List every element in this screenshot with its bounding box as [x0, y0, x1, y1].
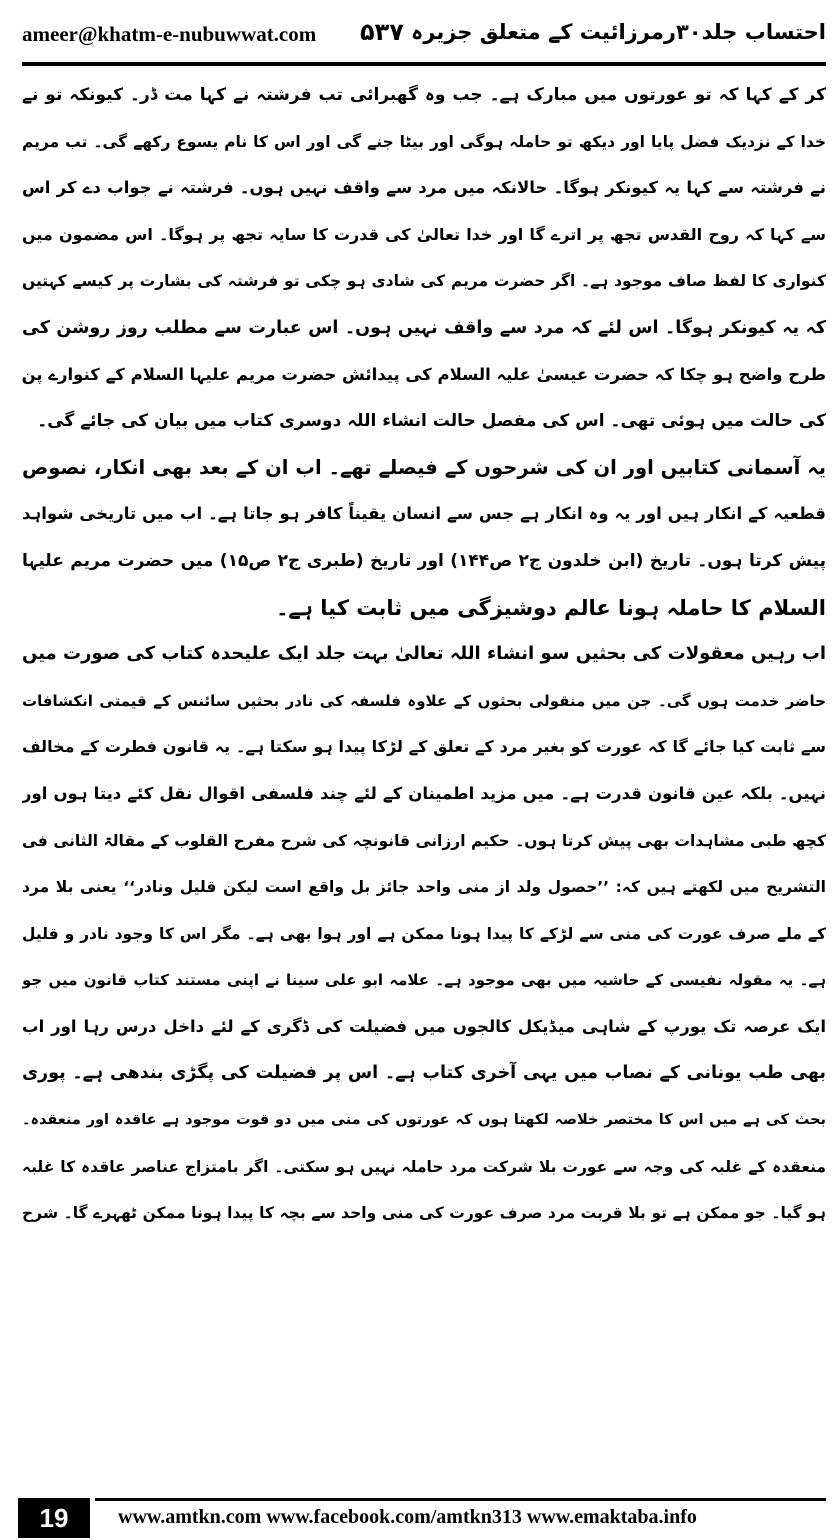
- text-line: پیش کرتا ہوں۔ تاریخ (ابن خلدون ج۲ ص۱۴۴) اور تاریخ (طبری ج۲ ص۱۵) میں حضرت مریم علیہا: [22, 550, 826, 571]
- text-line: کے ملے صرف عورت کی منی سے لڑکے کا پیدا ہونا ممکن ہے اور ہوا بھی ہے۔ مگر اس کا وجود نادر و قلیل: [22, 924, 826, 943]
- text-line: السلام کا حاملہ ہونا عالم دوشیزگی میں ثابت کیا ہے۔: [276, 595, 826, 620]
- text-line: طرح واضح ہو چکا کہ حضرت عیسیٰ علیہ السلام کی پیدائش حضرت مریم علیہا السلام کے کنوارے پن: [22, 364, 826, 384]
- text-line: کر کے کہا کہ تو عورتوں میں مبارک ہے۔ جب وہ گھبرائی تب فرشتہ نے کہا مت ڈر۔ کیونکہ تو نے: [22, 85, 826, 105]
- page-footer: [0, 1482, 840, 1540]
- text-line: بھی طب یونانی کے نصاب میں یہی آخری کتاب ہے۔ اس پر فضیلت کی پگڑی بندھی ہے۔ پوری: [22, 1063, 826, 1084]
- text-line: قطعیہ کے انکار ہیں اور یہ وہ انکار ہے جس سے انسان یقیناً کافر ہو جاتا ہے۔ اب میں تاریخی شواہد: [22, 504, 826, 524]
- page-header: [22, 18, 826, 58]
- text-line: کچھ طبی مشاہدات بھی پیش کرتا ہوں۔ حکیم ارزانی قانونچہ کی شرح مفرح القلوب کے مقالۃ الثانی فی: [22, 831, 826, 850]
- text-line: کہ یہ کیونکر ہوگا۔ اس لئے کہ مرد سے واقف نہیں ہوں۔ اس عبارت سے مطلب روز روشن کی: [22, 317, 826, 338]
- text-line: سے کہا کہ روح القدس تجھ پر اترے گا اور خدا تعالیٰ کی قدرت کا سایہ تجھ پر ہوگا۔ اس مضمون میں: [22, 224, 826, 244]
- text-line: منعقدہ کے غلبہ کی وجہ سے عورت بلا شرکت مرد حاملہ نہیں ہو سکتی۔ اگر بامتزاج عناصر عاقدہ کا غلبہ: [22, 1157, 826, 1176]
- text-line: التشریح میں لکھتے ہیں کہ: ’’حصول ولد از منی واحد جائز بل واقع است لیکن قلیل ونادر‘‘ یعنی بلا مرد: [22, 878, 826, 897]
- footer-urls: www.amtkn.com www.facebook.com/amtkn313 www.emaktaba.info: [118, 1506, 697, 1528]
- header-rule: [22, 62, 826, 66]
- text-line: کی حالت میں ہوئی تھی۔ اس کی مفصل حالت انشاء اللہ دوسری کتاب میں بیان کی جائے گی۔: [37, 411, 826, 432]
- folio-number: 19: [18, 1498, 90, 1538]
- text-line: کنواری کا لفظ صاف موجود ہے۔ اگر حضرت مریم کی شادی ہو چکی تو فرشتہ کی بشارت پر کیسے کہتیں: [22, 272, 826, 291]
- text-line: نہیں۔ بلکہ عین قانون قدرت ہے۔ میں مزید اطمینان کے لئے چند فلسفی اقوال نقل کئے دیتا ہوں اور: [22, 783, 826, 803]
- header-page-number: ۵۳۷: [360, 18, 404, 46]
- text-line: ایک عرصہ تک یورپ کے شاہی میڈیکل کالجوں میں فضیلت کی ڈگری کے لئے داخل درس رہا اور اب: [22, 1016, 826, 1036]
- text-line: خدا کے نزدیک فضل پایا اور دیکھ تو حاملہ ہوگی اور بیٹا جنے گی اور اس کا نام یسوع رکھے گی۔ تب مریم: [22, 132, 826, 151]
- body-text: [22, 72, 826, 1478]
- text-line: نے فرشتہ سے کہا یہ کیونکر ہوگا۔ حالانکہ میں مرد سے واقف نہیں ہوں۔ فرشتہ نے جواب دے کر اس: [22, 178, 826, 198]
- text-line: بحث کی ہے میں اس کا مختصر خلاصہ لکھتا ہوں کہ عورتوں کی منی میں دو قوت موجود ہے عاقدہ اور منعقدہ۔: [22, 1112, 826, 1129]
- text-line: سے ثابت کیا جائے گا کہ عورت کو بغیر مرد کے تعلق کے لڑکا پیدا ہو سکتا ہے۔ یہ قانون فطرت کے مخالف: [22, 737, 826, 757]
- footer-rule: [95, 1498, 826, 1501]
- text-line: یہ آسمانی کتابیں اور ان کی شرحوں کے فیصلے تھے۔ اب ان کے بعد بھی انکار، نصوص: [22, 455, 826, 479]
- text-line: ہے۔ یہ مقولہ نفیسی کے حاشیہ میں بھی موجود ہے۔ علامہ ابو علی سینا نے اپنی مستند کتاب قانون میں جو: [22, 971, 826, 990]
- text-line: اب رہیں معقولات کی بحثیں سو انشاء اللہ تعالیٰ بہت جلد ایک علیحدہ کتاب کی صورت میں: [22, 643, 826, 665]
- text-line: حاضر خدمت ہوں گی۔ جن میں منقولی بحثوں کے علاوہ فلسفہ کی نادر بحثیں سائنس کے قیمتی انکشافات: [22, 691, 826, 710]
- running-title: احتساب جلد۳۰رمرزائیت کے متعلق جزیرہ: [410, 20, 826, 44]
- text-line: ہو گیا۔ جو ممکن ہے تو بلا قربت مرد صرف عورت کی منی واحد سے بچہ کا پیدا ہونا ممکن ٹھہرے گا۔ شرح: [22, 1204, 826, 1223]
- header-email: ameer@khatm-e-nubuwwat.com: [22, 22, 317, 46]
